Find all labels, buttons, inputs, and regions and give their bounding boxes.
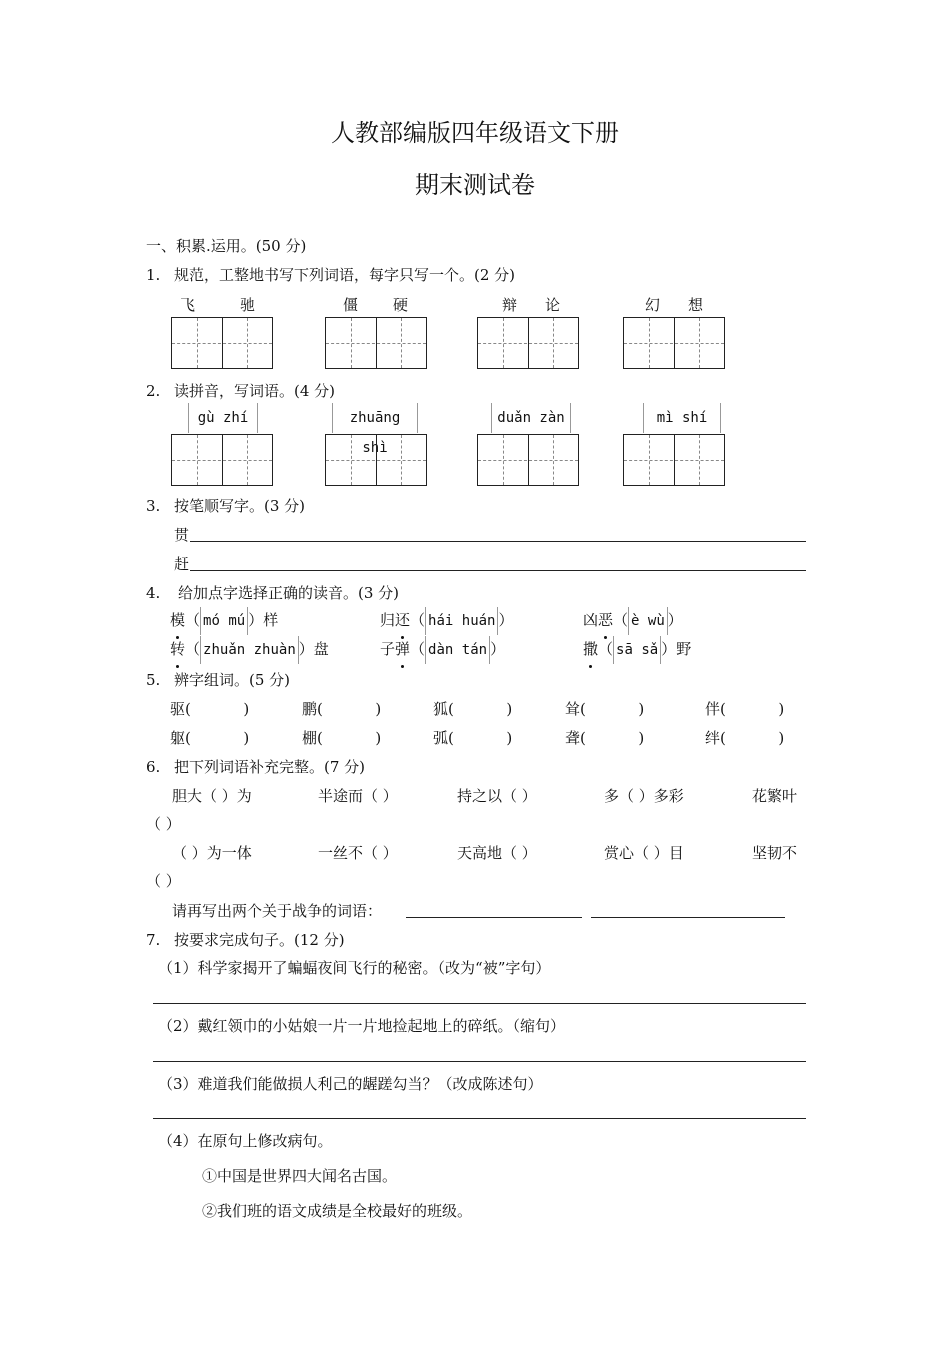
q6-prompt: 把下列词语补充完整。(7 分) bbox=[174, 758, 366, 776]
writing-grid[interactable] bbox=[623, 434, 725, 486]
sentence-item[interactable]: ①中国是世界四大闻名古国。 bbox=[202, 1167, 398, 1185]
page-subtitle: 期末测试卷 bbox=[415, 171, 535, 199]
writing-grid[interactable] bbox=[325, 317, 427, 369]
q4-item: 模（ mó mú ）样 bbox=[170, 606, 278, 635]
q1-prompt: 规范，工整地书写下列词语，每字只写一个。(2 分) bbox=[174, 266, 516, 284]
q5-item[interactable]: 耸( ) bbox=[565, 700, 645, 718]
q1-word-char: 驰 bbox=[240, 296, 256, 314]
idiom-item[interactable]: 持之以（ ） bbox=[457, 787, 537, 805]
pinyin-box: gù zhí bbox=[188, 403, 258, 433]
q2-prompt: 读拼音，写词语。(4 分) bbox=[174, 382, 336, 400]
answer-line[interactable] bbox=[591, 917, 785, 918]
q1-word-char: 论 bbox=[545, 296, 561, 314]
sentence-task: （4）在原句上修改病句。 bbox=[158, 1132, 333, 1150]
q5-prompt: 辨字组词。(5 分) bbox=[174, 671, 291, 689]
pinyin-options[interactable]: zhuǎn zhuàn bbox=[200, 636, 299, 664]
q5-number: 5. bbox=[146, 671, 161, 689]
pinyin-box: duǎn zàn bbox=[491, 403, 571, 433]
q3-char: 贯 bbox=[174, 526, 190, 544]
answer-line[interactable] bbox=[153, 1061, 806, 1062]
q7-prompt: 按要求完成句子。(12 分) bbox=[174, 931, 345, 949]
sentence-task: （2）戴红领巾的小姑娘一片一片地捡起地上的碎纸。（缩句） bbox=[158, 1017, 566, 1035]
pinyin-options[interactable]: è wù bbox=[628, 607, 668, 635]
q3-char: 赶 bbox=[174, 555, 190, 573]
q5-item[interactable]: 绊( ) bbox=[705, 729, 785, 747]
section-heading: 一、积累.运用。(50 分) bbox=[146, 237, 307, 255]
q1-word-char: 幻 bbox=[645, 296, 661, 314]
dotted-char: 还 bbox=[395, 606, 410, 634]
answer-line[interactable] bbox=[153, 1118, 806, 1119]
q5-item[interactable]: 聋( ) bbox=[565, 729, 645, 747]
idiom-blank-wrap[interactable]: （ ） bbox=[146, 872, 181, 890]
q3-number: 3. bbox=[146, 497, 161, 515]
writing-grid[interactable] bbox=[477, 434, 579, 486]
q5-item[interactable]: 鹏( ) bbox=[302, 700, 382, 718]
idiom-item[interactable]: 赏心（ ）目 bbox=[604, 844, 684, 862]
idiom-item[interactable]: （ ）为一体 bbox=[172, 844, 252, 862]
war-words-prompt: 请再写出两个关于战争的词语： bbox=[172, 902, 383, 920]
q5-item[interactable]: 驱( ) bbox=[170, 700, 250, 718]
dotted-char: 模 bbox=[170, 606, 185, 634]
q4-item: 转（ zhuǎn zhuàn ）盘 bbox=[170, 635, 329, 664]
q4-item: 归还（ hái huán ） bbox=[380, 606, 514, 635]
dotted-char: 撒 bbox=[583, 635, 598, 663]
page-title: 人教部编版四年级语文下册 bbox=[331, 119, 619, 147]
idiom-item[interactable]: 胆大（ ）为 bbox=[172, 787, 252, 805]
answer-line[interactable] bbox=[190, 570, 806, 571]
q5-item[interactable]: 棚( ) bbox=[302, 729, 382, 747]
idiom-item[interactable]: 花繁叶 bbox=[752, 787, 798, 805]
answer-line[interactable] bbox=[153, 1003, 806, 1004]
idiom-item[interactable]: 坚韧不 bbox=[752, 844, 798, 862]
q4-item: 撒（ sā sǎ ）野 bbox=[583, 635, 691, 664]
q4-item: 子弹（ dàn tán ） bbox=[380, 635, 505, 664]
pinyin-options[interactable]: dàn tán bbox=[425, 636, 490, 664]
q2-number: 2. bbox=[146, 382, 161, 400]
sentence-item[interactable]: ②我们班的语文成绩是全校最好的班级。 bbox=[202, 1202, 473, 1220]
q1-number: 1. bbox=[146, 266, 161, 284]
sentence-task: （1）科学家揭开了蝙蝠夜间飞行的秘密。（改为“被”字句） bbox=[158, 959, 551, 977]
answer-line[interactable] bbox=[190, 541, 806, 542]
q7-number: 7. bbox=[146, 931, 161, 949]
q5-item[interactable]: 弧( ) bbox=[433, 729, 513, 747]
dotted-char: 转 bbox=[170, 635, 185, 663]
idiom-item[interactable]: 多（ ）多彩 bbox=[604, 787, 684, 805]
q1-word-char: 僵 bbox=[343, 296, 359, 314]
pinyin-options[interactable]: mó mú bbox=[200, 607, 248, 635]
writing-grid[interactable] bbox=[325, 434, 427, 486]
idiom-item[interactable]: 天高地（ ） bbox=[457, 844, 537, 862]
q4-number: 4. bbox=[146, 584, 161, 602]
writing-grid[interactable] bbox=[171, 434, 273, 486]
dotted-char: 弹 bbox=[395, 635, 410, 663]
pinyin-box: mì shí bbox=[643, 403, 721, 433]
pinyin-box: zhuāng shì bbox=[332, 403, 418, 433]
q1-word-char: 想 bbox=[688, 296, 704, 314]
writing-grid[interactable] bbox=[623, 317, 725, 369]
idiom-item[interactable]: 半途而（ ） bbox=[318, 787, 398, 805]
idiom-blank-wrap[interactable]: （ ） bbox=[146, 815, 181, 833]
q1-word-char: 辩 bbox=[502, 296, 518, 314]
writing-grid[interactable] bbox=[171, 317, 273, 369]
q5-item[interactable]: 伴( ) bbox=[705, 700, 785, 718]
answer-line[interactable] bbox=[406, 917, 582, 918]
q1-word-char: 飞 bbox=[180, 296, 196, 314]
q3-prompt: 按笔顺写字。(3 分) bbox=[174, 497, 306, 515]
idiom-item[interactable]: 一丝不（ ） bbox=[318, 844, 398, 862]
sentence-task: （3）难道我们能做损人利己的龌蹉勾当？（改成陈述句） bbox=[158, 1075, 543, 1093]
pinyin-options[interactable]: hái huán bbox=[425, 607, 498, 635]
q5-item[interactable]: 狐( ) bbox=[433, 700, 513, 718]
q6-number: 6. bbox=[146, 758, 161, 776]
writing-grid[interactable] bbox=[477, 317, 579, 369]
q1-word-char: 硬 bbox=[393, 296, 409, 314]
q4-prompt: 给加点字选择正确的读音。(3 分) bbox=[178, 584, 400, 602]
dotted-char: 恶 bbox=[598, 606, 613, 634]
pinyin-options[interactable]: sā sǎ bbox=[613, 636, 661, 664]
q4-item: 凶恶（ è wù ） bbox=[583, 606, 683, 635]
q5-item[interactable]: 躯( ) bbox=[170, 729, 250, 747]
